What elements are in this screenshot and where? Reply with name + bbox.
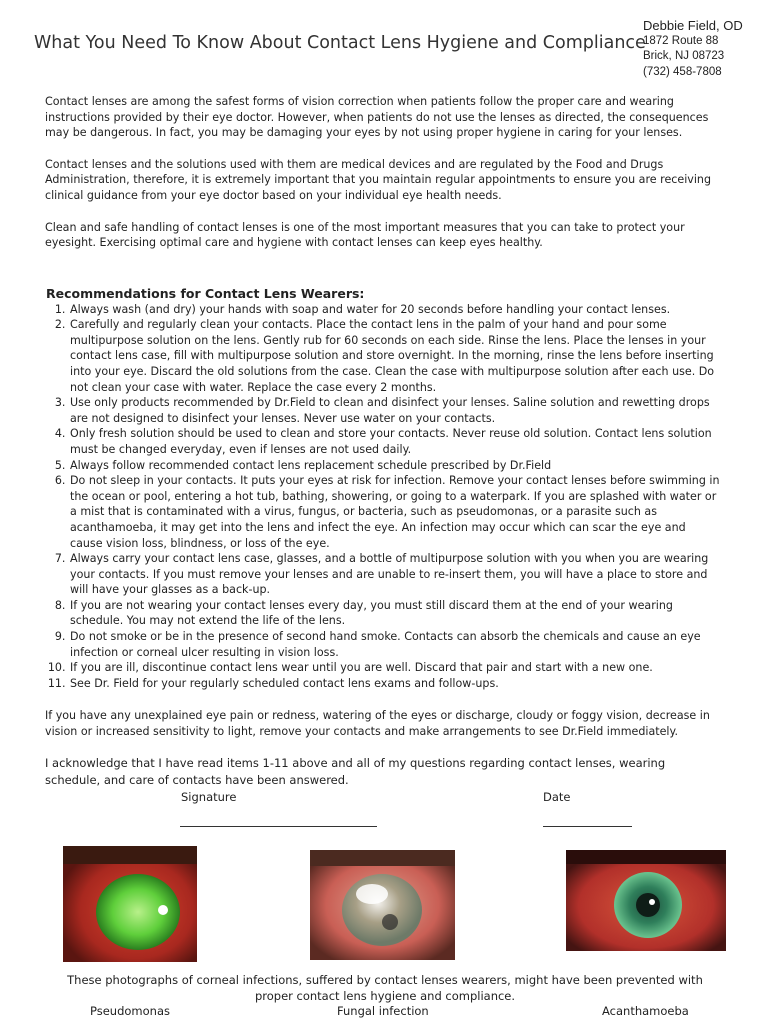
intro-paragraph: Contact lenses and the solutions used with them are medical devices and are regulated by the Food and Drugs Administration, therefore, it is extremely important that you maintain regular appointments to ensure you are receiving clinical guidance from your eye doctor based on your individual eye health needs. xyxy=(45,157,711,202)
address-line-2: Brick, NJ 08723 xyxy=(643,50,725,62)
intro-section xyxy=(45,94,720,251)
photos-caption: These photographs of corneal infections, suffered by contact lenses wearers, might have been prevented with proper contact lens hygiene and compliance. xyxy=(67,973,703,1003)
acanthamoeba-photo xyxy=(566,850,726,951)
phone-number: (732) 458-7808 xyxy=(643,65,722,78)
page-title: What You Need To Know About Contact Lens Hygiene and Compliance xyxy=(34,33,646,53)
signature-line[interactable] xyxy=(180,826,377,827)
intro-paragraph: Contact lenses are among the safest forms of vision correction when patients follow the proper care and wearing instructions provided by their eye doctor. However, when patients do not use the lenses as directed, the consequences may be dangerous. In fact, you may be damaging your eyes by not using proper hygiene in caring for your lenses. xyxy=(45,95,709,140)
recommendation-item: 3. Use only products recommended by Dr.Field to clean and disinfect your lenses. Saline solution and rewetting drops are not designed to disinfect your lenses. Never use water on your contacts. xyxy=(69,395,721,426)
signature-label: Signature xyxy=(181,790,237,804)
recommendation-item: 11. See Dr. Field for your regularly scheduled contact lens exams and follow-ups. xyxy=(69,676,721,692)
recommendations-section xyxy=(46,286,721,691)
recommendation-item: 2. Carefully and regularly clean your contacts. Place the contact lens in the palm of your hand and pour some multipurpose solution on the lens. Gently rub for 60 seconds on each side. Rinse the lens. Place the lenses in your contact lens case, fill with multipurpose solution and store overnight. In the morning, rinse the lens before inserting into your eye. Discard the old solutions from the case. Clean the case with multipurpose solution after each use. Do not clean your case with water. Replace the case every 2 months. xyxy=(69,317,721,395)
pseudomonas-photo xyxy=(63,846,197,962)
doctor-contact-block xyxy=(643,18,743,80)
date-line[interactable] xyxy=(543,826,632,827)
warning-paragraph: If you have any unexplained eye pain or redness, watering of the eyes or discharge, cloudy or foggy vision, decrease in vision or increased sensitivity to light, remove your contacts and make arrangements to see Dr.Field immediately. xyxy=(45,709,710,738)
photo-label-fungal-infection: Fungal infection xyxy=(337,1004,429,1018)
recommendations-list xyxy=(25,302,721,692)
recommendation-item: 6. Do not sleep in your contacts. It puts your eyes at risk for infection. Remove your contact lenses before swimming in the ocean or pool, entering a hot tub, bathing, showering, or going to a waterpark. If you are splashed with water or a mist that is contaminated with a virus, fungus, or bacteria, such as pseudomonas, or a parasite such as acanthamoeba, it may get into the lens and infect the eye. An infection may occur which can scar the eye and cause vision loss, blindness, or loss of the eye. xyxy=(69,473,721,551)
doctor-name: Debbie Field, OD xyxy=(643,18,743,33)
recommendation-item: 4. Only fresh solution should be used to clean and store your contacts. Never reuse old solution. Contact lens solution must be changed everyday, even if lenses are not used daily. xyxy=(69,426,721,457)
photo-label-pseudomonas: Pseudomonas xyxy=(90,1004,170,1018)
recommendation-item: 8. If you are not wearing your contact lenses every day, you must still discard them at the end of your wearing schedule. You may not extend the life of the lens. xyxy=(69,598,721,629)
recommendation-item: 10. If you are ill, discontinue contact lens wear until you are well. Discard that pair and start with a new one. xyxy=(69,660,721,676)
date-label: Date xyxy=(543,790,571,804)
acknowledgement-paragraph: I acknowledge that I have read items 1-11 above and all of my questions regarding contact lenses, wearing schedule, and care of contacts have been answered. xyxy=(45,756,666,787)
recommendation-item: 7. Always carry your contact lens case, glasses, and a bottle of multipurpose solution with you when you are wearing your contacts. If you must remove your lenses and are unable to re-insert them, you will have a place to store and will have your glasses as a back-up. xyxy=(69,551,721,598)
intro-paragraph: Clean and safe handling of contact lenses is one of the most important measures that you can take to protect your eyesight. Exercising optimal care and hygiene with contact lenses can keep eyes healthy. xyxy=(45,220,685,250)
address-line-1: 1872 Route 88 xyxy=(643,34,719,47)
fungal-infection-photo xyxy=(310,850,455,960)
photo-label-acanthamoeba: Acanthamoeba xyxy=(602,1004,689,1018)
recommendation-item: 5. Always follow recommended contact lens replacement schedule prescribed by Dr.Field xyxy=(69,458,721,474)
recommendation-item: 9. Do not smoke or be in the presence of second hand smoke. Contacts can absorb the chemicals and cause an eye infection or corneal ulcer resulting in vision loss. xyxy=(69,629,721,660)
recommendation-item: 1. Always wash (and dry) your hands with soap and water for 20 seconds before handling your contact lenses. xyxy=(69,302,721,318)
recommendations-heading: Recommendations for Contact Lens Wearers: xyxy=(46,286,365,301)
